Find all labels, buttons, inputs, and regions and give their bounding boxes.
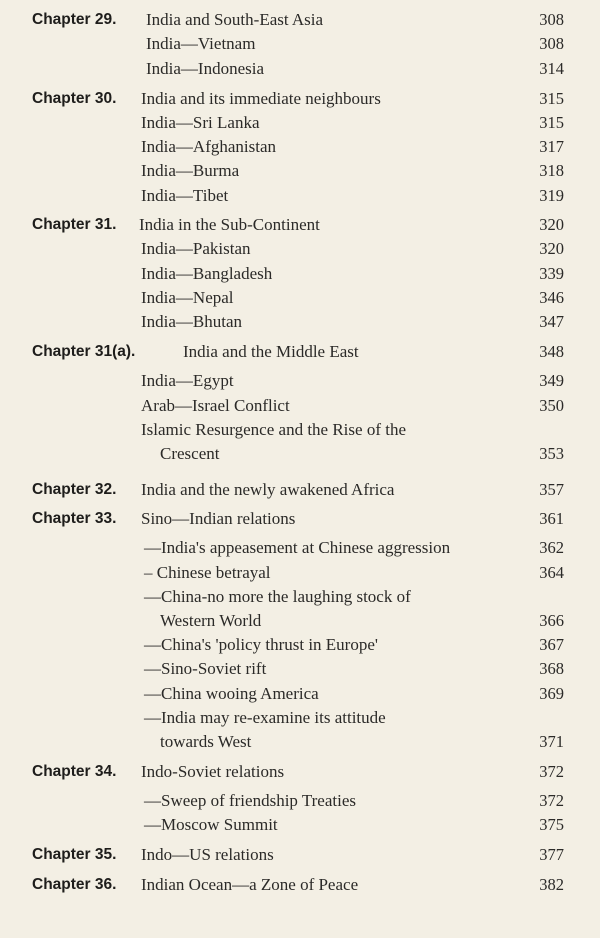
- chapter-number: Chapter 30.: [32, 90, 117, 107]
- chapter-number: Chapter 34.: [32, 763, 117, 780]
- chapter-entry: [0, 760, 600, 784]
- toc-entry: [0, 184, 600, 208]
- page-number: 317: [539, 137, 564, 156]
- toc-entry: [0, 789, 600, 813]
- entry-title: —Moscow Summit: [144, 815, 278, 834]
- entry-title: Arab—Israel Conflict: [141, 396, 290, 415]
- page-number: 318: [539, 161, 564, 180]
- toc-entry: [0, 585, 600, 609]
- page-number: 315: [539, 113, 564, 132]
- toc-entry: [0, 262, 600, 286]
- page-number: 346: [539, 288, 564, 307]
- toc-entry: [0, 706, 600, 730]
- toc-entry: [0, 682, 600, 706]
- chapter-number: Chapter 36.: [32, 876, 117, 893]
- chapter-number: Chapter 33.: [32, 510, 117, 527]
- entry-title: India—Tibet: [141, 186, 229, 205]
- entry-title: India and the Middle East: [183, 342, 359, 361]
- page-number: 308: [539, 10, 564, 29]
- entry-title: Indo-Soviet relations: [141, 762, 285, 781]
- entry-title: —China wooing America: [144, 684, 319, 703]
- toc-entry: [0, 57, 600, 81]
- page-number: 375: [539, 815, 564, 834]
- toc-entry: [0, 369, 600, 393]
- entry-title: Crescent: [160, 444, 220, 463]
- entry-title: – Chinese betrayal: [144, 563, 271, 582]
- page-number: 362: [539, 538, 564, 557]
- entry-title: Sino—Indian relations: [141, 509, 296, 528]
- entry-title: —Sweep of friendship Treaties: [144, 791, 357, 810]
- page-number: 364: [539, 563, 564, 582]
- entry-title: India—Indonesia: [146, 59, 265, 78]
- entry-title: Indian Ocean—a Zone of Peace: [141, 875, 359, 894]
- page-number: 339: [539, 264, 564, 283]
- page-number: 357: [539, 480, 564, 499]
- toc-entry: [0, 310, 600, 334]
- page-number: 315: [539, 89, 564, 108]
- entry-title: India—Egypt: [141, 371, 234, 390]
- entry-title: —India's appeasement at Chinese aggression: [144, 538, 451, 557]
- chapter-entry: [0, 213, 600, 237]
- toc-entry: [0, 286, 600, 310]
- toc-entry: [0, 135, 600, 159]
- entry-title: —China's 'policy thrust in Europe': [144, 635, 378, 654]
- entry-title: India—Bhutan: [141, 312, 243, 331]
- entry-title: India in the Sub-Continent: [139, 215, 320, 234]
- page-number: 366: [539, 611, 564, 630]
- toc-entry: [0, 730, 600, 754]
- page-number: 377: [539, 845, 564, 864]
- toc-entry: [0, 813, 600, 837]
- page-number: 308: [539, 34, 564, 53]
- entry-title: India and its immediate neighbours: [141, 89, 381, 108]
- entry-title: Indo—US relations: [141, 845, 274, 864]
- page-number: 367: [539, 635, 564, 654]
- toc-entry: [0, 561, 600, 585]
- entry-title: India—Sri Lanka: [141, 113, 260, 132]
- chapter-entry: [0, 8, 600, 32]
- chapter-number: Chapter 32.: [32, 481, 117, 498]
- page-number: 372: [539, 762, 564, 781]
- entry-title: Islamic Resurgence and the Rise of the: [141, 420, 406, 439]
- entry-title: India and South-East Asia: [146, 10, 324, 29]
- page-number: 348: [539, 342, 564, 361]
- entry-title: —India may re-examine its attitude: [144, 708, 386, 727]
- chapter-number: Chapter 35.: [32, 846, 117, 863]
- page-number: 371: [539, 732, 564, 751]
- page-number: 372: [539, 791, 564, 810]
- entry-title: India—Afghanistan: [141, 137, 277, 156]
- page-number: 320: [539, 215, 564, 234]
- entry-title: India—Vietnam: [146, 34, 256, 53]
- chapter-number: Chapter 29.: [32, 11, 117, 28]
- chapter-number: Chapter 31.: [32, 216, 117, 233]
- page-number: 368: [539, 659, 564, 678]
- chapter-entry: [0, 87, 600, 111]
- toc-entry: [0, 657, 600, 681]
- chapter-number: Chapter 31(a).: [32, 343, 136, 360]
- toc-entry: [0, 111, 600, 135]
- toc-entry: [0, 32, 600, 56]
- chapter-entry: [0, 843, 600, 867]
- page-number: 320: [539, 239, 564, 258]
- page-number: 314: [539, 59, 564, 78]
- entry-title: Western World: [160, 611, 262, 630]
- chapter-entry: [0, 507, 600, 531]
- page-number: 349: [539, 371, 564, 390]
- page-number: 369: [539, 684, 564, 703]
- entry-title: —Sino-Soviet rift: [144, 659, 267, 678]
- toc-entry: [0, 442, 600, 466]
- chapter-entry: [0, 873, 600, 897]
- page-number: 347: [539, 312, 564, 331]
- entry-title: towards West: [160, 732, 252, 751]
- entry-title: —China-no more the laughing stock of: [144, 587, 411, 606]
- chapter-entry: [0, 478, 600, 502]
- page-number: 353: [539, 444, 564, 463]
- toc-entry: [0, 633, 600, 657]
- entry-title: India—Nepal: [141, 288, 234, 307]
- entry-title: India—Pakistan: [141, 239, 251, 258]
- entry-title: India and the newly awakened Africa: [141, 480, 395, 499]
- toc-entry: [0, 609, 600, 633]
- page-number: 319: [539, 186, 564, 205]
- page-number: 350: [539, 396, 564, 415]
- entry-title: India—Bangladesh: [141, 264, 273, 283]
- toc-entry: [0, 394, 600, 418]
- chapter-entry: [0, 340, 600, 364]
- entry-title: India—Burma: [141, 161, 240, 180]
- toc-entry: [0, 237, 600, 261]
- toc-entry: [0, 159, 600, 183]
- toc-entry: [0, 536, 600, 560]
- page-number: 361: [539, 509, 564, 528]
- toc-entry: [0, 418, 600, 442]
- page-number: 382: [539, 875, 564, 894]
